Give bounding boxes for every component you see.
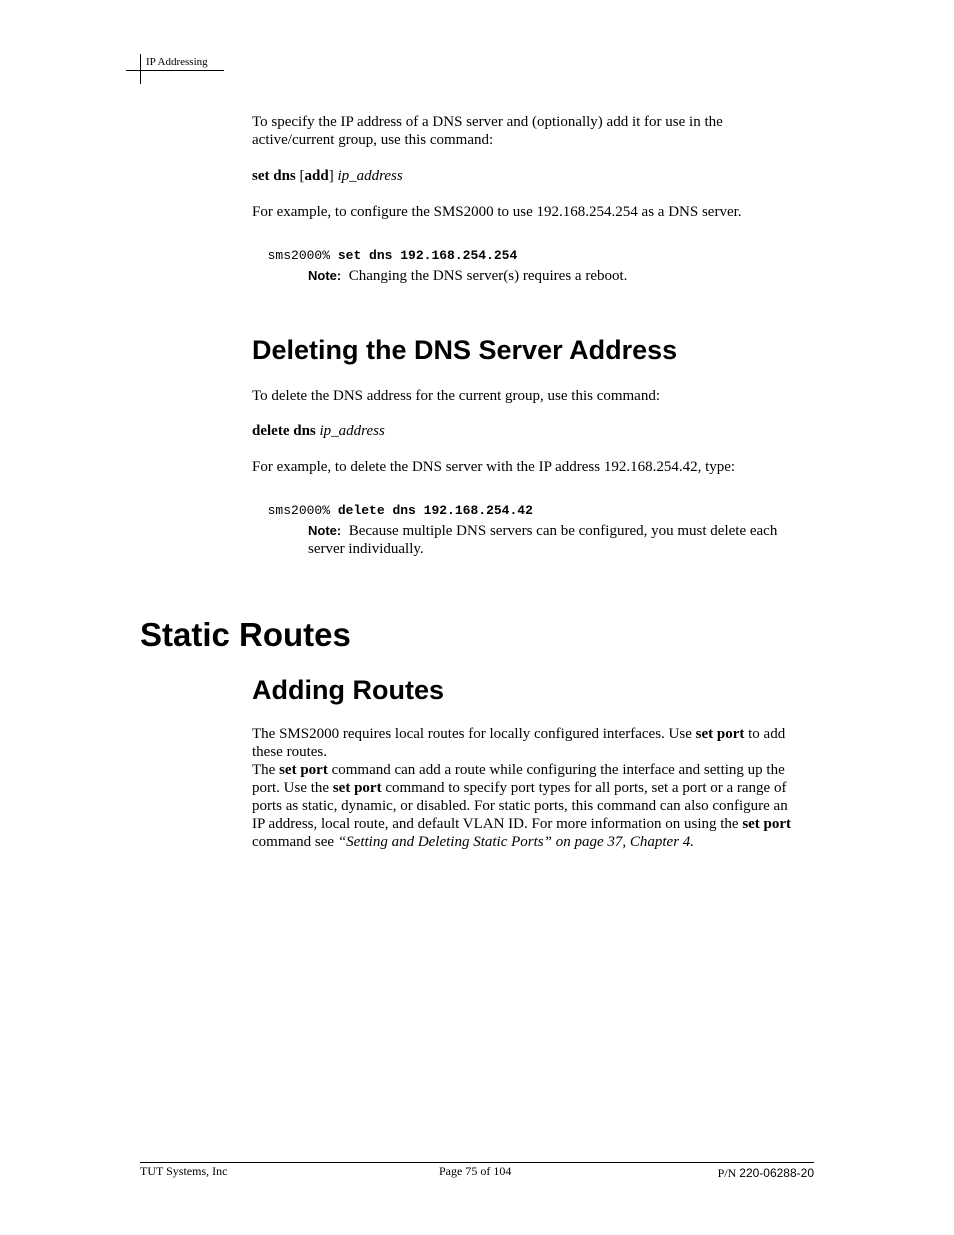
dns-delete-syntax: delete dns ip_address (252, 423, 385, 439)
dns-delete-intro: To delete the DNS address for the current group, use this command: (252, 388, 661, 404)
dns-set-syntax: set dns [add] ip_address (252, 168, 403, 184)
body-line: these routes. (252, 744, 327, 760)
dns-set-example-text: For example, to configure the SMS2000 to use 192.168.254.254 as a DNS server. (252, 204, 742, 220)
dns-set-intro: To specify the IP address of a DNS server and (optionally) add it for use in the active/current group, use this command: (252, 114, 723, 148)
dns-delete-example-command: sms2000% delete dns 192.168.254.42 (267, 503, 533, 518)
dns-set-note: Note: Changing the DNS server(s) requires a reboot. (308, 268, 628, 284)
footer-page-number: Page 75 of 104 (439, 1164, 512, 1178)
body-line: The set port command can add a route while configuring the interface and setting up the (252, 762, 785, 778)
body-line: ports as static, dynamic, or disabled. For static ports, this command can also configure an (252, 798, 788, 814)
adding-routes-body (252, 725, 822, 851)
running-header: IP Addressing (146, 56, 208, 68)
dns-delete-note-line: server individually. (308, 541, 424, 557)
footer-rule (140, 1162, 814, 1163)
header-crop-mark (140, 54, 141, 84)
dns-delete-note-line: Note: Because multiple DNS servers can be configured, you must delete each (308, 523, 778, 539)
adding-routes-heading: Adding Routes (252, 675, 444, 705)
dns-set-example-command: sms2000% set dns 192.168.254.254 (267, 248, 518, 263)
body-line: port. Use the set port command to specify port types for all ports, set a port or a range of (252, 780, 787, 796)
body-line: The SMS2000 requires local routes for locally configured interfaces. Use set port to add (252, 726, 786, 742)
dns-delete-example-text: For example, to delete the DNS server with the IP address 192.168.254.42, type: (252, 459, 736, 475)
footer-company: TUT Systems, Inc (140, 1164, 228, 1178)
footer-part-number: P/N 220-06288-20 (717, 1166, 814, 1180)
dns-delete-note (308, 522, 818, 558)
cross-reference-link[interactable]: “Setting and Deleting Static Ports” on page 37, Chapter 4. (337, 834, 695, 850)
body-line: command see “Setting and Deleting Static Ports” on page 37, Chapter 4. (252, 834, 695, 850)
body-line: IP address, local route, and default VLAN ID. For more information on using the set port (252, 816, 792, 832)
static-routes-heading: Static Routes (140, 616, 351, 653)
dns-delete-heading: Deleting the DNS Server Address (252, 335, 678, 365)
